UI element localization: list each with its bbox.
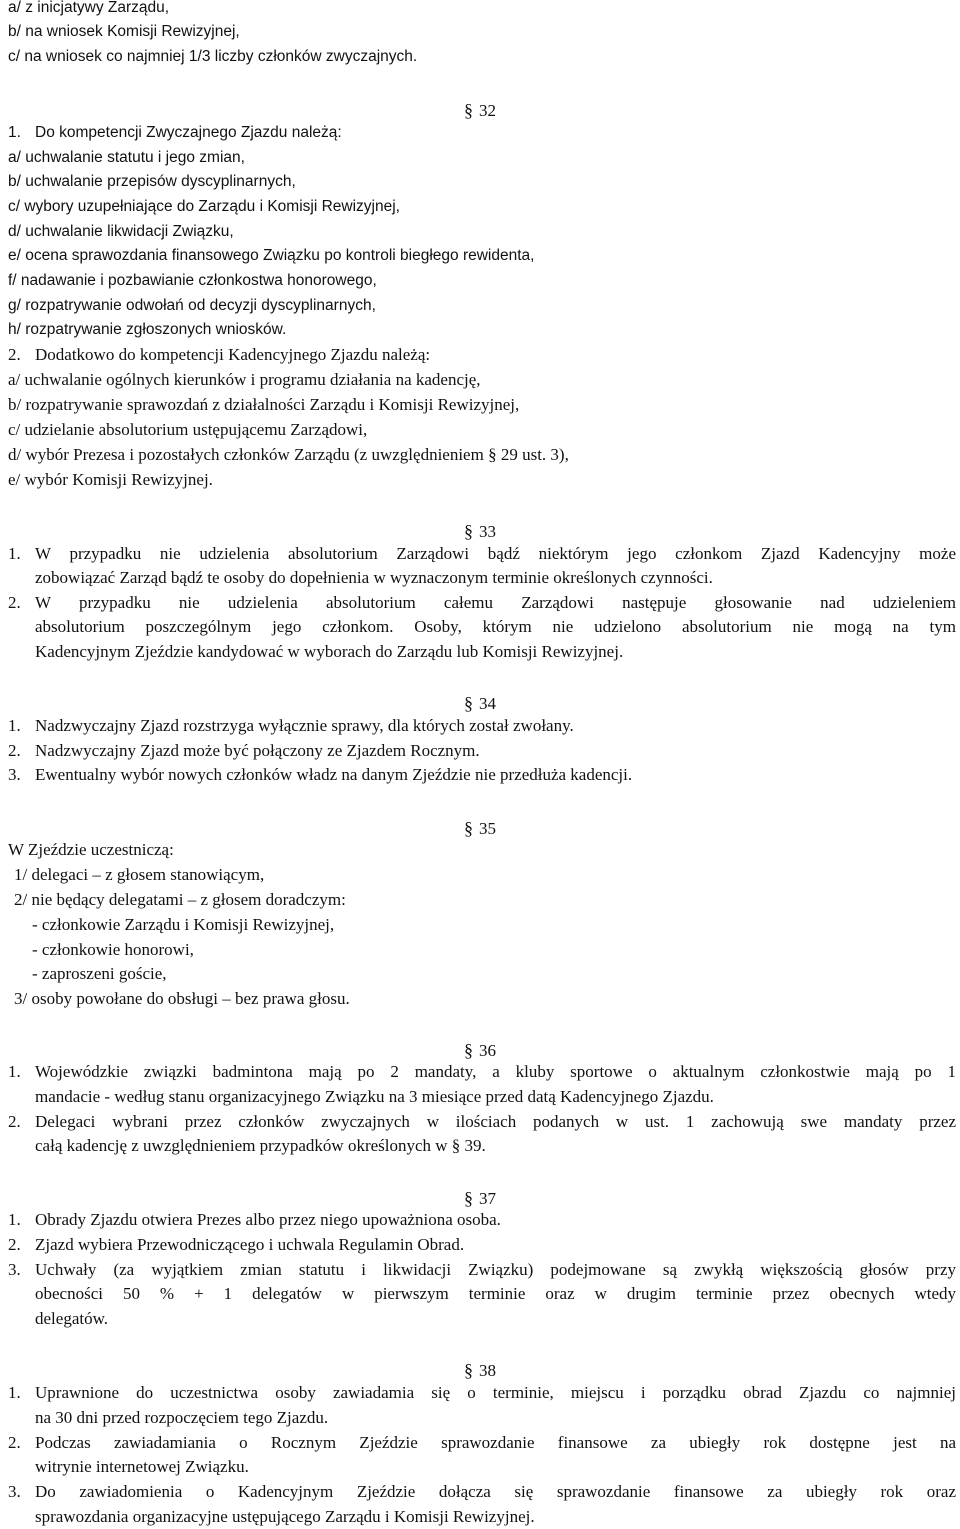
paragraph-text: Delegaci wybrani przez członków zwyczajnych w ilościach podanych w ust. 1 zachowują swe mandaty przez [35, 1112, 956, 1131]
line-text: W Zjeździe uczestniczą: [8, 840, 174, 859]
section-symbol: § [464, 1188, 473, 1208]
paragraph-text: Kadencyjnym Zjeździe kandydować w wyborach do Zarządu lub Komisji Rewizyjnej. [35, 642, 624, 661]
paragraph-number: 1. [8, 544, 21, 563]
paragraph-text: Do zawiadomienia o Kadencyjnym Zjeździe dołącza się sprawozdanie finansowe za ubiegły rok oraz [35, 1482, 956, 1501]
list-line [8, 146, 956, 170]
list-line [8, 244, 956, 268]
paragraph-continuation [8, 640, 956, 664]
list-line [8, 418, 956, 442]
paragraph-text: zobowiązać Zarząd bądź te osoby do dopełnienia w wyznaczonym terminie określonych czynności. [35, 568, 713, 587]
line-text: c/ wybory uzupełniające do Zarządu i Komisji Rewizyjnej, [8, 198, 400, 215]
numbered-paragraph [8, 591, 956, 615]
paragraph-number: 3. [8, 1260, 21, 1279]
paragraph-text: Nadzwyczajny Zjazd może być połączony ze Zjazdem Rocznym. [35, 741, 480, 760]
numbered-paragraph [8, 1258, 956, 1282]
section-number-text: 34 [479, 694, 496, 713]
list-line [8, 468, 956, 492]
paragraph-number: 3. [8, 765, 21, 784]
paragraph-text: Obrady Zjazdu otwiera Prezes albo przez niego upoważniona osoba. [35, 1210, 501, 1229]
list-line [8, 45, 956, 69]
line-text: e/ wybór Komisji Rewizyjnej. [8, 470, 213, 489]
paragraph-number: 1. [8, 716, 21, 735]
paragraph-continuation [8, 1282, 956, 1306]
line-text: d/ wybór Prezesa i pozostałych członków Zarządu (z uwzględnieniem § 29 ust. 3), [8, 445, 569, 464]
numbered-paragraph [8, 739, 956, 763]
paragraph-number: 2. [8, 345, 21, 364]
section-heading [0, 689, 960, 717]
section-symbol: § [464, 1040, 473, 1060]
numbered-paragraph [8, 763, 956, 787]
paragraph-text: Ewentualny wybór nowych członków władz na danym Zjeździe nie przedłuża kadencji. [35, 765, 633, 784]
line-text: c/ na wniosek co najmniej 1/3 liczby członków zwyczajnych. [8, 48, 418, 65]
line-text: h/ rozpatrywanie zgłoszonych wniosków. [8, 321, 287, 338]
indented-list-line [8, 863, 956, 887]
section-number-text: 33 [479, 522, 496, 541]
numbered-paragraph [8, 1381, 956, 1405]
numbered-paragraph [8, 121, 956, 145]
section-heading [0, 1356, 960, 1384]
list-line [8, 318, 956, 342]
list-line [8, 195, 956, 219]
paragraph-text: Wojewódzkie związki badmintona mają po 2 mandaty, a kluby sportowe o aktualnym członkostwie mają po 1 [35, 1062, 956, 1081]
paragraph-text: mandacie - według stanu organizacyjnego Związku na 3 miesiące przed datą Kadencyjnego Zjazdu. [35, 1087, 714, 1106]
paragraph-text: Do kompetencji Zwyczajnego Zjazdu należą: [35, 124, 342, 141]
numbered-paragraph [8, 714, 956, 738]
paragraph-continuation [8, 1455, 956, 1479]
list-line [8, 838, 956, 862]
line-text: b/ uchwalanie przepisów dyscyplinarnych, [8, 173, 296, 190]
paragraph-text: delegatów. [35, 1309, 109, 1328]
paragraph-number: 2. [8, 593, 21, 612]
paragraph-text: sprawozdania organizacyjne ustępującego Zarządu i Komisji Rewizyjnej. [35, 1507, 535, 1526]
paragraph-continuation [8, 566, 956, 590]
numbered-paragraph [8, 1431, 956, 1455]
line-text: a/ z inicjatywy Zarządu, [8, 0, 170, 16]
line-text: 3/ osoby powołane do obsługi – bez prawa głosu. [14, 989, 350, 1008]
paragraph-number: 2. [8, 1112, 21, 1131]
section-heading [0, 517, 960, 545]
list-line [8, 0, 956, 20]
section-symbol: § [464, 1360, 473, 1380]
indented-list-line [8, 913, 956, 937]
paragraph-continuation [8, 615, 956, 639]
line-text: g/ rozpatrywanie odwołań od decyzji dyscyplinarnych, [8, 297, 376, 314]
numbered-paragraph [8, 1480, 956, 1504]
indented-list-line [8, 987, 956, 1011]
paragraph-continuation [8, 1406, 956, 1430]
paragraph-continuation [8, 1085, 956, 1109]
list-line [8, 368, 956, 392]
section-number-text: 36 [479, 1041, 496, 1060]
paragraph-number: 2. [8, 1235, 21, 1254]
paragraph-continuation [8, 1505, 956, 1529]
line-text: c/ udzielanie absolutorium ustępującemu Zarządowi, [8, 420, 368, 439]
paragraph-number: 1. [8, 1383, 21, 1402]
line-text: d/ uchwalanie likwidacji Związku, [8, 223, 234, 240]
line-text: a/ uchwalanie ogólnych kierunków i programu działania na kadencję, [8, 370, 481, 389]
list-line [8, 269, 956, 293]
section-symbol: § [464, 100, 473, 120]
paragraph-continuation [8, 1307, 956, 1331]
paragraph-text: W przypadku nie udzielenia absolutorium Zarządowi bądź niektórym jego członkom Zjazd Kadencyjny może [35, 544, 956, 563]
line-text: a/ uchwalanie statutu i jego zmian, [8, 149, 245, 166]
paragraph-text: absolutorium poszczególnym jego członkom. Osoby, którym nie udzielono absolutorium nie mogą na tym [35, 617, 956, 636]
paragraph-text: Nadzwyczajny Zjazd rozstrzyga wyłącznie sprawy, dla których został zwołany. [35, 716, 574, 735]
section-symbol: § [464, 693, 473, 713]
paragraph-text: Zjazd wybiera Przewodniczącego i uchwala Regulamin Obrad. [35, 1235, 465, 1254]
paragraph-text: Dodatkowo do kompetencji Kadencyjnego Zjazdu należą: [35, 345, 431, 364]
section-number-text: 32 [479, 101, 496, 120]
paragraph-text: Uchwały (za wyjątkiem zmian statutu i likwidacji Związku) podejmowane są zwykłą większością głosów przy [35, 1260, 956, 1279]
indented-list-line [8, 962, 956, 986]
section-number-text: 37 [479, 1189, 496, 1208]
list-line [8, 294, 956, 318]
paragraph-text: witrynie internetowej Związku. [35, 1457, 249, 1476]
list-line [8, 393, 956, 417]
paragraph-text: całą kadencję z uwzględnieniem przypadków określonych w § 39. [35, 1136, 486, 1155]
section-number-text: 38 [479, 1361, 496, 1380]
line-text: 2/ nie będący delegatami – z głosem doradczym: [14, 890, 346, 909]
line-text: b/ na wniosek Komisji Rewizyjnej, [8, 23, 240, 40]
list-line [8, 443, 956, 467]
list-line [8, 20, 956, 44]
numbered-paragraph [8, 1110, 956, 1134]
line-text: f/ nadawanie i pozbawianie członkostwa honorowego, [8, 272, 377, 289]
paragraph-text: Uprawnione do uczestnictwa osoby zawiadamia się o terminie, miejscu i porządku obrad Zjazdu co najmniej [35, 1383, 956, 1402]
paragraph-number: 1. [8, 124, 21, 141]
list-line [8, 170, 956, 194]
paragraph-text: W przypadku nie udzielenia absolutorium całemu Zarządowi następuje głosowanie nad udzieleniem [35, 593, 956, 612]
paragraph-number: 2. [8, 741, 21, 760]
indented-list-line [8, 938, 956, 962]
numbered-paragraph [8, 343, 956, 367]
section-heading [0, 96, 960, 124]
numbered-paragraph [8, 542, 956, 566]
paragraph-continuation [8, 1134, 956, 1158]
paragraph-text: Podczas zawiadamiania o Rocznym Zjeździe sprawozdanie finansowe za ubiegły rok dostępne jest na [35, 1433, 956, 1452]
paragraph-number: 2. [8, 1433, 21, 1452]
line-text: 1/ delegaci – z głosem stanowiącym, [14, 865, 265, 884]
paragraph-number: 1. [8, 1062, 21, 1081]
line-text: e/ ocena sprawozdania finansowego Związku po kontroli biegłego rewidenta, [8, 247, 535, 264]
paragraph-text: na 30 dni przed rozpoczęciem tego Zjazdu. [35, 1408, 329, 1427]
list-line [8, 220, 956, 244]
section-symbol: § [464, 521, 473, 541]
section-number-text: 35 [479, 819, 496, 838]
indented-list-line [8, 888, 956, 912]
section-symbol: § [464, 818, 473, 838]
paragraph-number: 3. [8, 1482, 21, 1501]
numbered-paragraph [8, 1060, 956, 1084]
line-text: - zaproszeni goście, [32, 964, 167, 983]
paragraph-number: 1. [8, 1210, 21, 1229]
line-text: - członkowie Zarządu i Komisji Rewizyjnej, [32, 915, 335, 934]
numbered-paragraph [8, 1208, 956, 1232]
line-text: - członkowie honorowi, [32, 940, 194, 959]
numbered-paragraph [8, 1233, 956, 1257]
line-text: b/ rozpatrywanie sprawozdań z działalności Zarządu i Komisji Rewizyjnej, [8, 395, 520, 414]
paragraph-text: obecności 50 % + 1 delegatów w pierwszym terminie oraz w drugim terminie przez obecnych wtedy [35, 1284, 956, 1303]
